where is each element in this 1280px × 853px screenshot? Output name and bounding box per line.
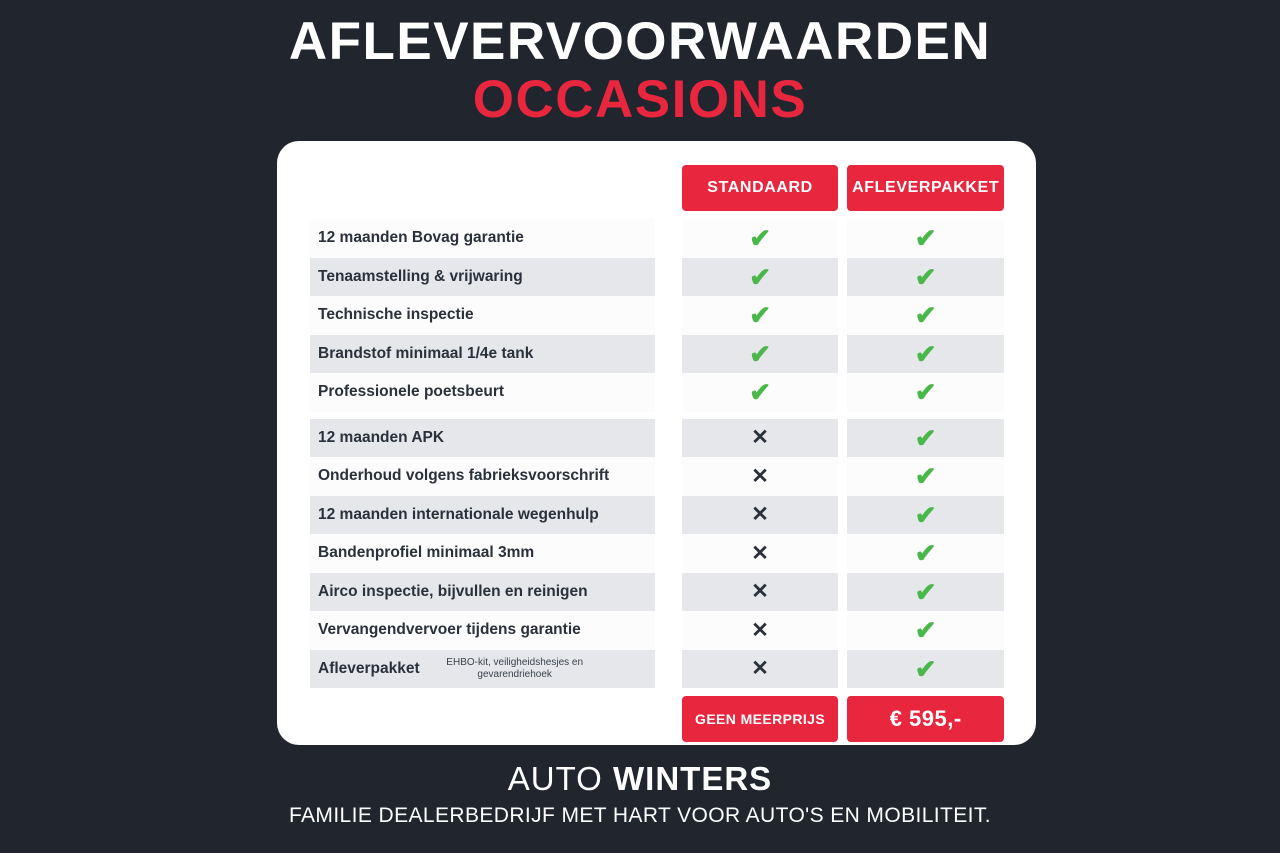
check-icon: ✔ [914,422,937,453]
row-label [310,419,655,458]
row-gap [310,412,1004,419]
price-standaard: GEEN MEERPRIJS [682,696,839,742]
footer-spacer [310,696,655,742]
cell-afleverpakket [847,496,1004,535]
row-label-text: Tenaamstelling & vrijwaring [318,267,523,285]
row-label [310,650,655,689]
cell-standaard [682,258,839,297]
cell-standaard [682,296,839,335]
row-label [310,496,655,535]
check-icon: ✔ [914,538,937,569]
page-subtitle: OCCASIONS [472,69,808,129]
cell-afleverpakket [847,611,1004,650]
row-label-text: 12 maanden Bovag garantie [318,229,524,247]
row-label [310,534,655,573]
cross-icon: ✕ [751,618,769,642]
check-icon: ✔ [914,261,937,292]
cross-icon: ✕ [751,657,769,681]
column-header-afleverpakket: AFLEVERPAKKET [847,165,1004,211]
cell-standaard [682,373,839,412]
cross-icon: ✕ [751,580,769,604]
table-row [310,219,1004,258]
cell-afleverpakket [847,219,1004,258]
cross-icon: ✕ [751,426,769,450]
row-label-text: Brandstof minimaal 1/4e tank [318,344,534,362]
row-label-text: Bandenprofiel minimaal 3mm [318,544,535,562]
comparison-table [310,165,1004,742]
table-row [310,573,1004,612]
row-label-text: 12 maanden APK [318,428,445,446]
row-label-text: Vervangendvervoer tijdens garantie [318,621,581,639]
table-row [310,335,1004,374]
row-label-text: Technische inspectie [318,306,474,324]
table-row [310,258,1004,297]
table-row [310,650,1004,689]
cell-afleverpakket [847,373,1004,412]
table-header-row [310,165,1004,211]
table-row [310,457,1004,496]
table-row [310,419,1004,458]
cross-icon: ✕ [751,503,769,527]
cell-standaard [682,573,839,612]
check-icon: ✔ [749,223,771,254]
page-header [0,0,1280,127]
cell-standaard [682,457,839,496]
check-icon: ✔ [749,300,771,331]
check-icon: ✔ [914,615,937,646]
brand-name [0,760,1280,798]
cell-standaard [682,534,839,573]
row-label [310,219,655,258]
row-label [310,457,655,496]
price-afleverpakket: € 595,- [847,696,1004,742]
cell-standaard [682,335,839,374]
cross-icon: ✕ [751,464,769,488]
check-icon: ✔ [914,653,937,684]
check-icon: ✔ [914,338,937,369]
row-label-text: 12 maanden internationale wegenhulp [318,505,599,523]
check-icon: ✔ [914,499,937,530]
cell-afleverpakket [847,419,1004,458]
cell-standaard [682,419,839,458]
cell-afleverpakket [847,457,1004,496]
row-label [310,373,655,412]
cell-standaard [682,219,839,258]
cell-afleverpakket [847,650,1004,689]
table-row [310,611,1004,650]
page-footer [0,760,1280,828]
page-title: AFLEVERVOORWAARDEN [288,12,992,71]
row-label-text: Afleverpakket [318,659,420,677]
comparison-card [277,141,1036,745]
row-label-note: EHBO-kit, veiligheidshesjes en gevarendriehoek [446,657,584,680]
check-icon: ✔ [914,461,937,492]
brand-name-first: AUTO [507,760,614,797]
check-icon: ✔ [749,338,771,369]
row-label-text: Onderhoud volgens fabrieksvoorschrift [318,467,610,485]
cell-afleverpakket [847,296,1004,335]
row-label [310,296,655,335]
cell-standaard [682,496,839,535]
check-icon: ✔ [914,223,937,254]
check-icon: ✔ [914,300,937,331]
cell-afleverpakket [847,335,1004,374]
row-label [310,258,655,297]
brand-name-second: WINTERS [613,760,773,797]
row-label [310,611,655,650]
brand-tagline: FAMILIE DEALERBEDRIJF MET HART VOOR AUTO'S EN MOBILITEIT. [288,804,992,827]
table-row [310,296,1004,335]
check-icon: ✔ [914,377,937,408]
table-footer-row [310,696,1004,742]
check-icon: ✔ [914,576,937,607]
table-row [310,373,1004,412]
cell-standaard [682,650,839,689]
check-icon: ✔ [749,261,771,292]
table-row [310,534,1004,573]
header-spacer [310,165,655,211]
cell-afleverpakket [847,573,1004,612]
row-label [310,335,655,374]
cell-standaard [682,611,839,650]
check-icon: ✔ [749,377,771,408]
cell-afleverpakket [847,534,1004,573]
row-label-text: Professionele poetsbeurt [318,383,505,401]
row-label-text: Airco inspectie, bijvullen en reinigen [318,582,588,600]
table-row [310,496,1004,535]
cell-afleverpakket [847,258,1004,297]
column-header-standaard: STANDAARD [682,165,839,211]
row-label [310,573,655,612]
cross-icon: ✕ [751,541,769,565]
